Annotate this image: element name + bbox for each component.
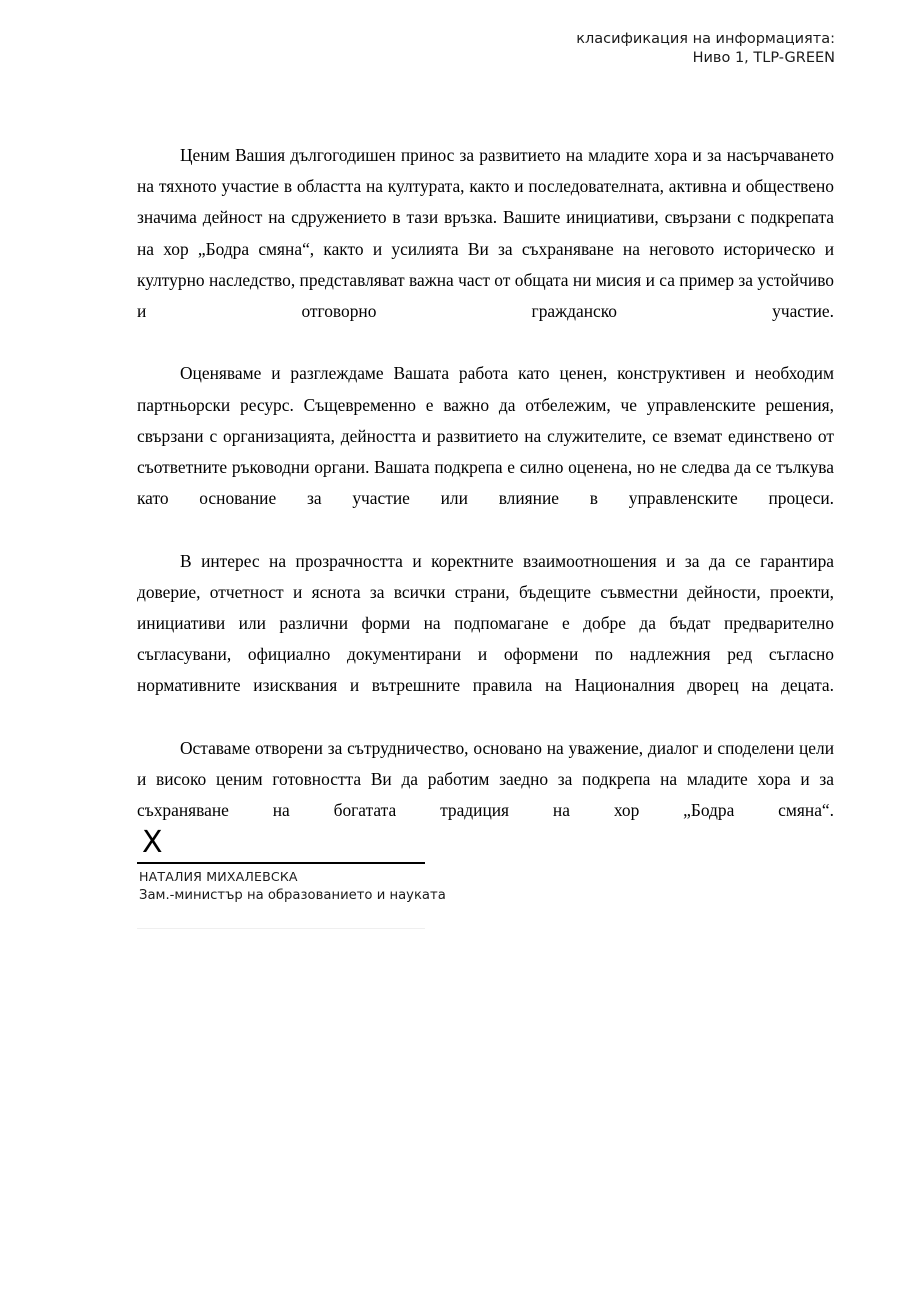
letter-body [137,140,834,858]
letter-paragraph: Оценяваме и разглеждаме Вашата работа като ценен, конструктивен и необходим партньорски ресурс. Същевременно е важно да отбележим, че управленските решения, свързани с организацията, дейността и развитието на служителите, се вземат единствено от съответните ръководни органи. Вашата подкрепа е силно оценена, но не следва да се тълкува като основание за участие или влияние в управленските процеси. [137,363,834,509]
letter-paragraph: Оставаме отворени за сътрудничество, основано на уважение, диалог и споделени цели и високо ценим готовността Ви да работим заедно за подкрепа на младите хора и за съхраняване на богатата традиция на хор „Бодра смяна“. [137,737,834,821]
signatory-name: НАТАЛИЯ МИХАЛЕВСКА [139,869,298,884]
signatory-title: Зам.-министър на образованието и науката [139,888,446,903]
signature-divider [137,928,425,929]
classification-label: класификация на информацията: [576,31,835,47]
classification-header [576,30,835,68]
signature-block [137,825,446,905]
signature-mark-x: X [142,825,163,860]
letter-paragraph: Ценим Вашия дългогодишен принос за развитието на младите хора и за насърчаването на тяхното участие в областта на културата, както и последователната, активна и обществено значима дейност на сдружението в тази връзка. Вашите инициативи, свързани с подкрепата на хор „Бодра смяна“, както и усилията Ви за съхраняване на неговото историческо и културно наследство, представляват важна част от общата ни мисия и са пример за устойчиво и отговорно гражданско участие. [137,145,834,322]
letter-paragraph: В интерес на прозрачността и коректните взаимоотношения и за да се гарантира доверие, отчетност и яснота за всички страни, бъдещите съвместни дейности, проекти, инициативи или различни форми на подпомагане е добре да бъдат предварително съгласувани, официално документирани и оформени по надлежния ред съгласно нормативните изисквания и вътрешните правила на Националния дворец на децата. [137,550,834,696]
classification-level: Ниво 1, TLP-GREEN [692,50,835,66]
